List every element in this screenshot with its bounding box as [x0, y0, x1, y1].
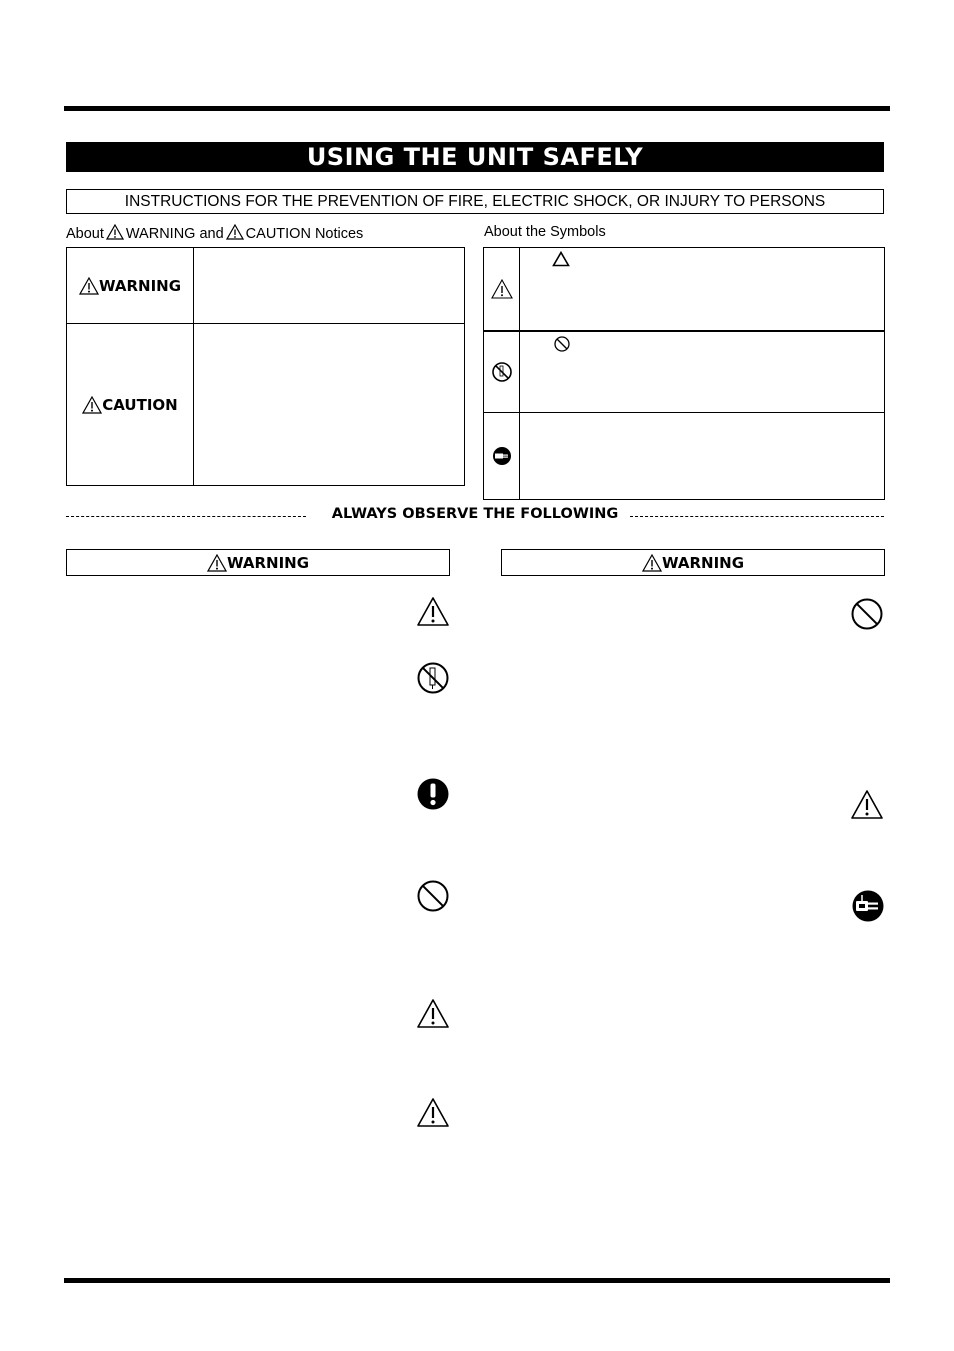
unplug-icon	[491, 445, 513, 467]
symbol-row-triangle	[484, 248, 884, 332]
observe-divider	[66, 506, 884, 526]
prohibited-icon	[416, 879, 450, 913]
prohibited-icon	[553, 335, 571, 353]
warning-triangle-icon	[491, 279, 513, 299]
right-warning-label: WARNING	[661, 553, 745, 572]
bottom-rule	[64, 1278, 890, 1283]
symbol-icon-cell	[484, 332, 520, 412]
notices-table	[66, 247, 465, 486]
left-warning-label: WARNING	[226, 553, 310, 572]
instructions-text: INSTRUCTIONS FOR THE PREVENTION OF FIRE, ELECTRIC SHOCK, OR INJURY TO PERSONS	[124, 192, 826, 210]
page-title-bar	[66, 142, 884, 172]
warning-notice-label	[67, 248, 194, 323]
warning-notice-row	[67, 248, 464, 324]
warning-triangle-icon	[82, 396, 102, 414]
warning-label: WARNING	[98, 276, 182, 295]
caption-caution: CAUTION Notices	[245, 226, 364, 242]
warning-triangle-icon	[226, 224, 244, 244]
caution-label: CAUTION	[102, 395, 178, 414]
triangle-outline-icon	[552, 251, 570, 267]
symbols-caption-text: About the Symbols	[484, 224, 606, 240]
warning-triangle-icon	[642, 554, 662, 572]
right-warning-header	[501, 549, 885, 576]
mandatory-icon	[416, 777, 450, 811]
prohibited-disassembly-icon	[416, 661, 450, 695]
symbols-caption	[484, 224, 606, 240]
caption-about: About	[66, 226, 104, 242]
unplug-icon	[851, 889, 885, 923]
symbol-row-unplug	[484, 413, 884, 499]
observe-heading	[66, 506, 884, 522]
warning-triangle-icon	[416, 1097, 450, 1128]
symbol-icon-cell	[484, 248, 520, 330]
warning-triangle-icon	[850, 789, 884, 820]
prohibited-disassembly-icon	[491, 361, 513, 383]
warning-triangle-icon	[416, 998, 450, 1029]
caption-warning: WARNING and	[125, 226, 224, 242]
warning-triangle-icon	[207, 554, 227, 572]
symbol-icon-cell	[484, 413, 520, 499]
left-warning-header	[66, 549, 450, 576]
prohibited-icon	[850, 597, 884, 631]
notices-caption	[66, 224, 363, 244]
caution-notice-row	[67, 324, 464, 485]
observe-text: ALWAYS OBSERVE THE FOLLOWING	[320, 506, 631, 522]
top-rule	[64, 106, 890, 111]
warning-triangle-icon	[79, 277, 99, 295]
warning-triangle-icon	[416, 596, 450, 627]
symbols-table	[483, 247, 885, 500]
page-title: USING THE UNIT SAFELY	[306, 143, 644, 171]
warning-triangle-icon	[106, 224, 124, 244]
symbol-row-prohibited	[484, 332, 884, 413]
caution-notice-label	[67, 324, 194, 485]
instructions-box	[66, 189, 884, 214]
